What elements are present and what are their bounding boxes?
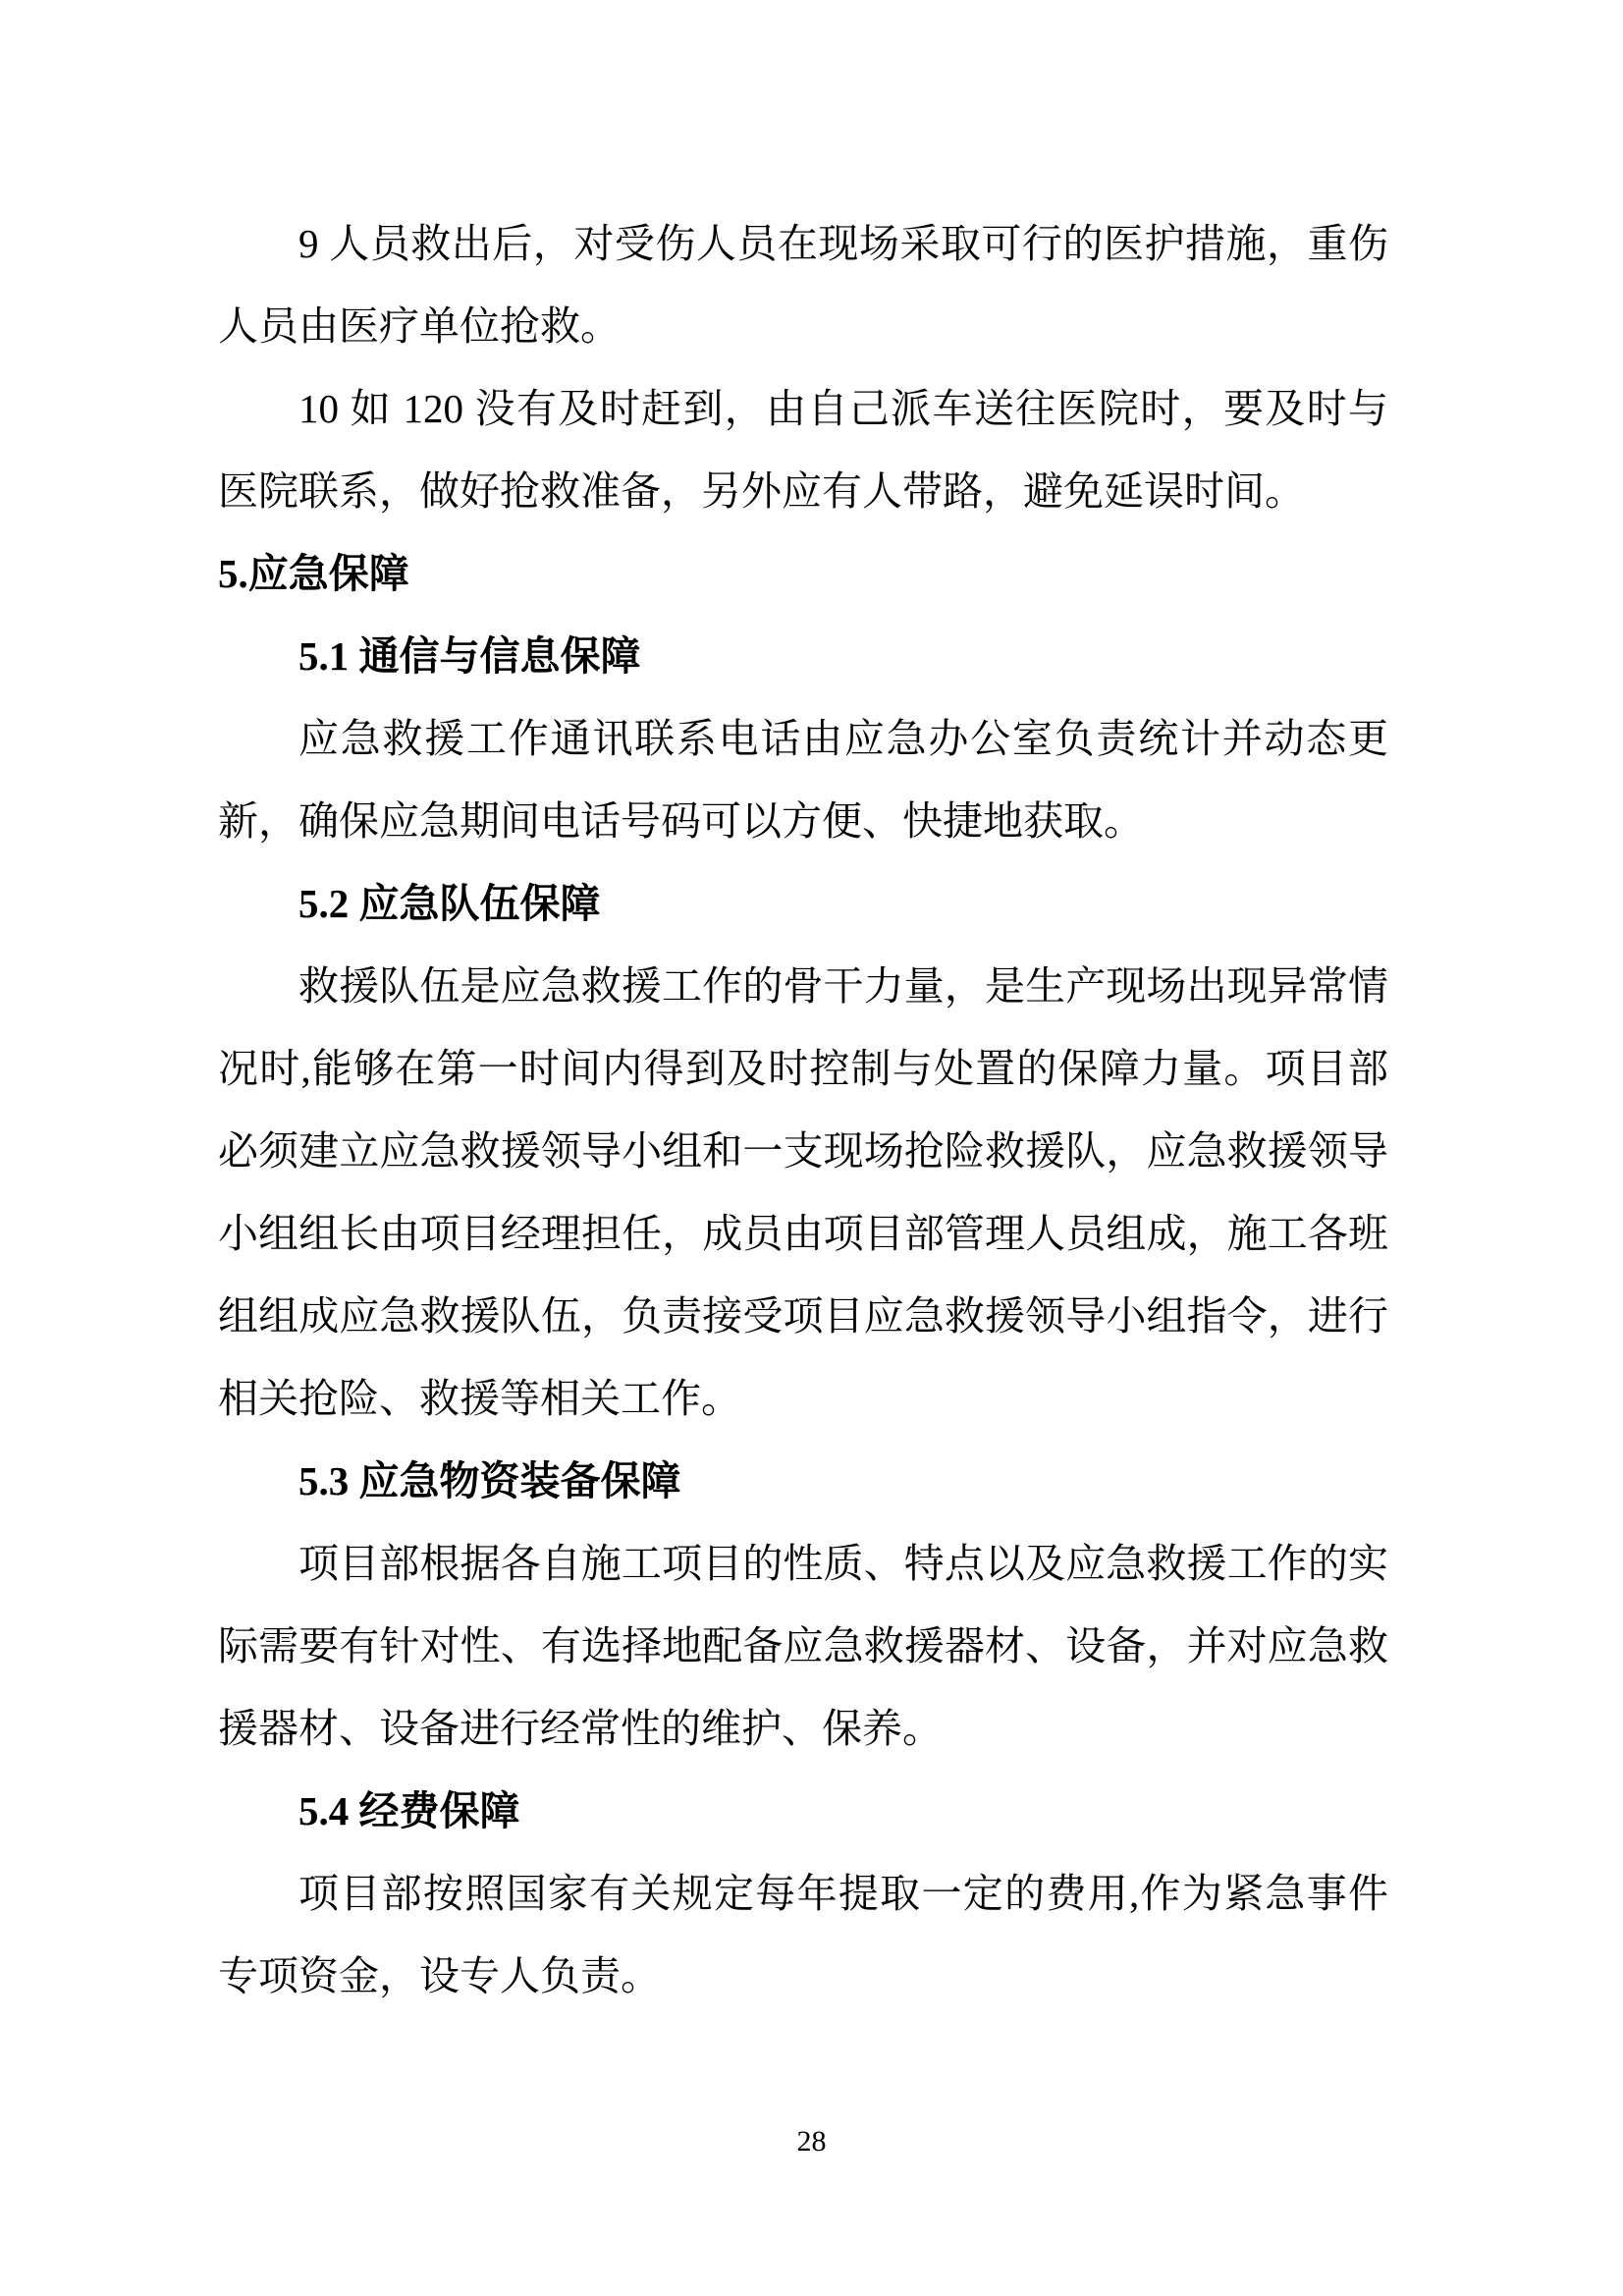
paragraph: 项目部按照国家有关规定每年提取一定的费用,作为紧急事件专项资金，设专人负责。 (218, 1871, 1388, 1998)
section-heading: 5.2 应急队伍保障 (298, 881, 601, 926)
paragraph: 项目部根据各自施工项目的性质、特点以及应急救援工作的实际需要有针对性、有选择地配备应急救援器材、设备，并对应急救援器材、设备进行经常性的维护、保养。 (218, 1541, 1388, 1751)
section-heading: 5.应急保障 (218, 551, 409, 596)
paragraph: 10 如 120 没有及时赶到，由自己派车送往医院时，要及时与医院联系，做好抢救准备，另外应有人带路，避免延误时间。 (218, 386, 1388, 514)
paragraph: 救援队伍是应急救援工作的骨干力量，是生产现场出现异常情况时,能够在第一时间内得到及时控制与处置的保障力量。项目部必须建立应急救援领导小组和一支现场抢险救援队，应急救援领导小组组长由项目经理担任，成员由项目部管理人员组成，施工各班组组成应急救援队伍，负责接受项目应急救援领导小组指令，进行相关抢险、救援等相关工作。 (218, 963, 1388, 1421)
document-content (218, 202, 1388, 2017)
section-heading: 5.1 通信与信息保障 (298, 633, 641, 679)
paragraph: 9 人员救出后，对受伤人员在现场采取可行的医护措施，重伤人员由医疗单位抢救。 (218, 221, 1388, 349)
page-number: 28 (796, 2125, 827, 2158)
section-heading: 5.4 经费保障 (298, 1788, 520, 1833)
paragraph: 应急救援工作通讯联系电话由应急办公室负责统计并动态更新，确保应急期间电话号码可以方便、快捷地获取。 (218, 716, 1388, 844)
section-heading: 5.3 应急物资装备保障 (298, 1458, 681, 1503)
